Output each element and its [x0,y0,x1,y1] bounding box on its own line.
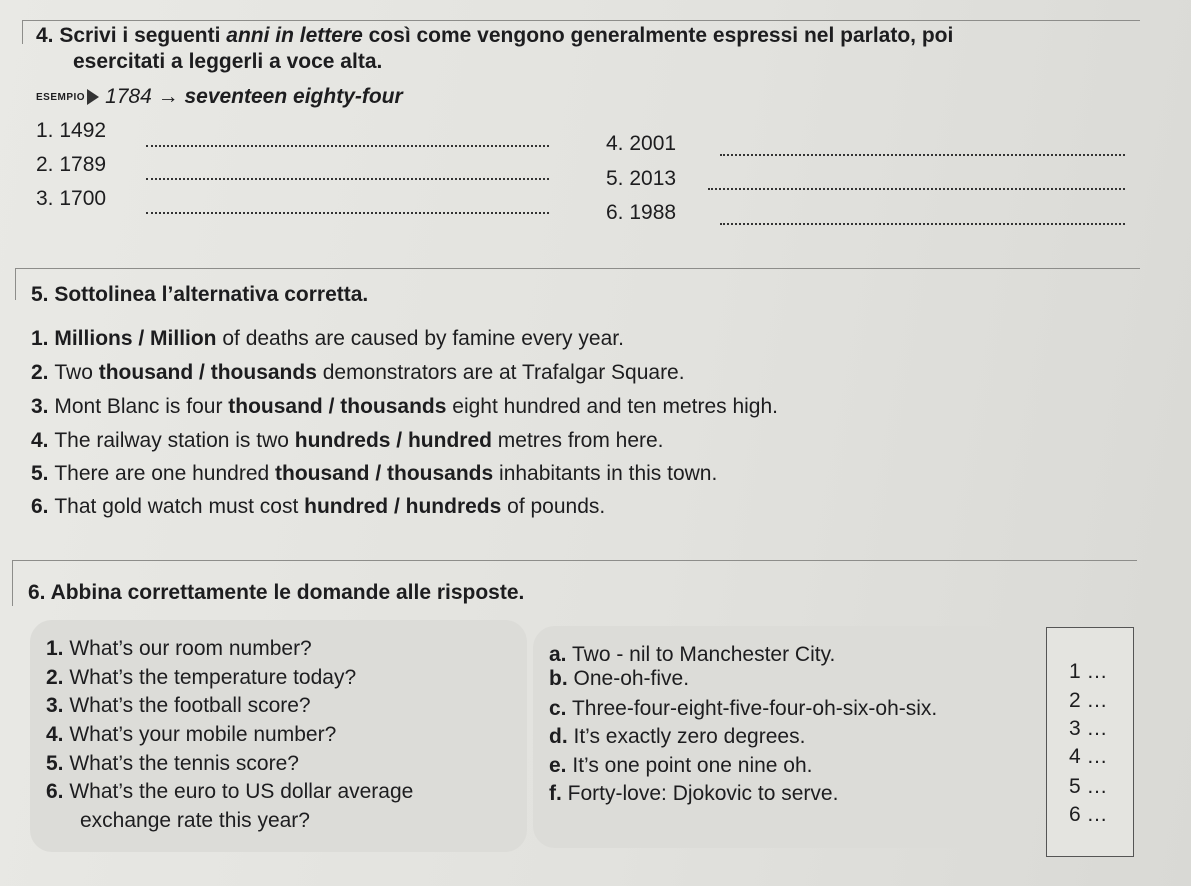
answer-slot-2[interactable]: 2 … [1069,689,1108,712]
ex5-heading: 5. Sottolinea l’alternativa corretta. [31,283,369,306]
ex4-item-6: 6. 1988 [606,201,677,224]
question-6: 6. What’s the euro to US dollar average [46,780,414,803]
example-arrow-icon [87,89,99,105]
answer-slot-1[interactable]: 1 … [1069,660,1108,683]
divider-top-tick [22,20,23,44]
divider-ex6 [12,560,1137,561]
ex4-heading-line2: esercitati a leggerli a voce alta. [73,50,383,73]
ex4-answer-line-2[interactable] [146,178,549,180]
divider-ex5-tick [15,268,16,300]
ex5-sentence-4: 4. The railway station is two hundreds / hundred metres from here. [31,429,664,452]
question-3: 3. What’s the football score? [46,694,311,717]
answer-f: f. Forty-love: Djokovic to serve. [549,782,839,805]
answer-b: b. One-oh-five. [549,667,690,690]
ex4-item-2: 2. 1789 [36,153,107,176]
ex4-answer-line-3[interactable] [146,212,549,214]
ex5-sentence-5: 5. There are one hundred thousand / thousands inhabitants in this town. [31,462,718,485]
ex4-answer-line-1[interactable] [146,145,549,147]
ex5-sentence-3: 3. Mont Blanc is four thousand / thousands eight hundred and ten metres high. [31,395,778,418]
answer-c: c. Three-four-eight-five-four-oh-six-oh-six. [549,697,938,720]
ex4-item-3: 3. 1700 [36,187,107,210]
ex4-answer-line-6[interactable] [720,223,1125,225]
ex6-heading: 6. Abbina correttamente le domande alle risposte. [28,581,525,604]
ex4-item-5: 5. 2013 [606,167,677,190]
question-6-line2: exchange rate this year? [80,809,310,832]
answer-slot-6[interactable]: 6 … [1069,803,1108,826]
divider-ex5 [15,268,1140,269]
ex4-item-1: 1. 1492 [36,119,107,142]
ex4-answer-line-5[interactable] [708,188,1125,190]
answer-slot-3[interactable]: 3 … [1069,717,1108,740]
ex5-sentence-1: 1. Millions / Million of deaths are caused by famine every year. [31,327,624,350]
answer-a: a. Two - nil to Manchester City. [549,643,836,666]
example-tag: ESEMPIO [36,92,86,103]
question-1: 1. What’s our room number? [46,637,312,660]
answer-slot-5[interactable]: 5 … [1069,775,1108,798]
answer-d: d. It’s exactly zero degrees. [549,725,806,748]
answer-slot-4[interactable]: 4 … [1069,745,1108,768]
question-2: 2. What’s the temperature today? [46,666,357,689]
ex4-item-4: 4. 2001 [606,132,677,155]
ex4-answer-line-4[interactable] [720,154,1125,156]
divider-ex6-tick [12,560,13,606]
divider-top [22,20,1140,21]
question-5: 5. What’s the tennis score? [46,752,299,775]
ex5-sentence-2: 2. Two thousand / thousands demonstrators are at Trafalgar Square. [31,361,685,384]
answer-e: e. It’s one point one nine oh. [549,754,813,777]
ex4-example: ESEMPIO 1784 → seventeen eighty-four [36,85,403,108]
question-4: 4. What’s your mobile number? [46,723,337,746]
ex4-heading: 4. Scrivi i seguenti anni in lettere così come vengono generalmente espressi nel parlato, poi [36,24,954,47]
ex5-sentence-6: 6. That gold watch must cost hundred / hundreds of pounds. [31,495,606,518]
